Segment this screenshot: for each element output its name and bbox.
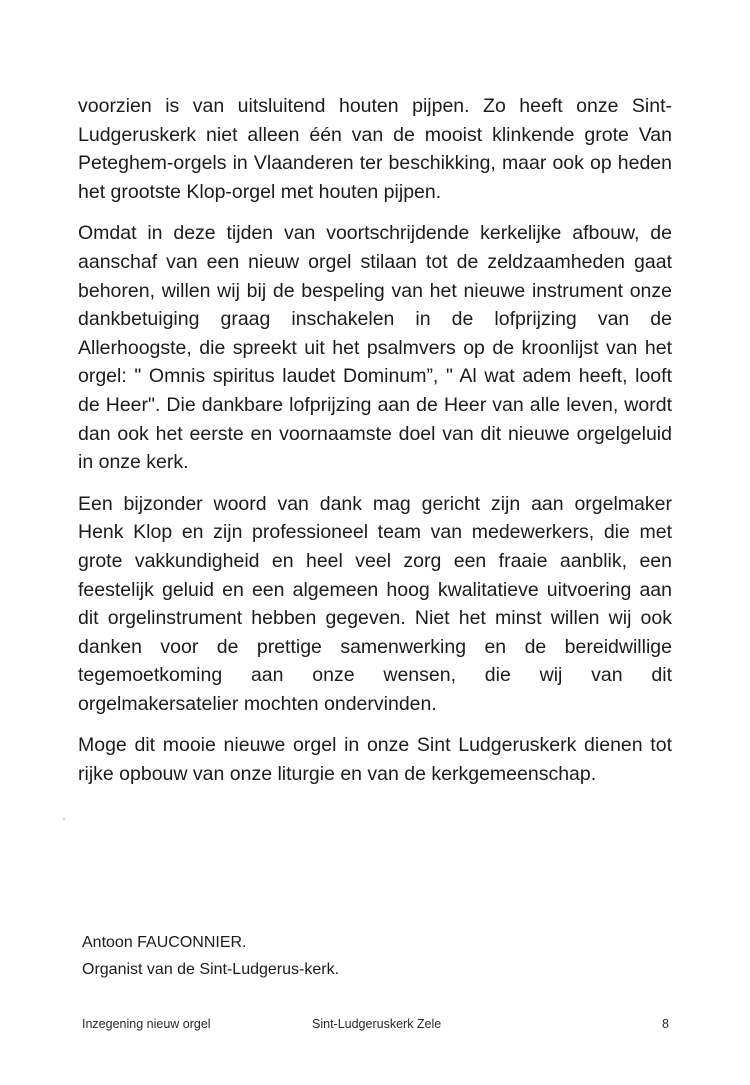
body-text bbox=[78, 92, 672, 802]
scan-speck bbox=[63, 818, 65, 820]
page-footer bbox=[0, 1017, 750, 1037]
page-number: 8 bbox=[662, 1017, 669, 1031]
signature-block bbox=[82, 929, 582, 983]
signature-name: Antoon FAUCONNIER. bbox=[82, 934, 247, 951]
footer-left-text: Inzegening nieuw orgel bbox=[82, 1017, 211, 1031]
paragraph: Moge dit mooie nieuwe orgel in onze Sint Ludgeruskerk dienen tot rijke opbouw van onze liturgie en van de kerkgemeenschap. bbox=[78, 734, 672, 786]
paragraph: Omdat in deze tijden van voortschrijdende kerkelijke afbouw, de aanschaf van een nieuw orgel stilaan tot de zeldzaamheden gaat behoren, willen wij bij de bespeling van het nieuwe instrument onze dankbetuiging graag inschakelen in de lofprijzing van de Allerhoogste, die spreekt uit het psalmvers op de kroonlijst van het orgel: " Omnis spiritus laudet Dominum”, " Al wat adem heeft, looft de Heer". Die dankbare lofprijzing aan de Heer van alle leven, wordt dan ook het eerste en voornaamste doel van dit nieuwe orgelgeluid in onze kerk. bbox=[78, 222, 672, 474]
signature-role: Organist van de Sint-Ludgerus-kerk. bbox=[82, 961, 340, 978]
paragraph: Een bijzonder woord van dank mag gericht zijn aan orgelmaker Henk Klop en zijn professioneel team van medewerkers, die met grote vakkundigheid en heel veel zorg een fraaie aanblik, een feestelijk geluid en een algemeen hoog kwalitatieve uitvoering aan dit orgelinstrument hebben gegeven. Niet het minst willen wij ook danken voor de prettige samenwerking en de bereidwillige tegemoetkoming aan onze wensen, die wij van dit orgelmakersatelier mochten ondervinden. bbox=[78, 492, 672, 715]
footer-center-text: Sint-Ludgeruskerk Zele bbox=[312, 1017, 442, 1031]
paragraph: voorzien is van uitsluitend houten pijpen. Zo heeft onze Sint-Ludgeruskerk niet alleen één van de mooist klinkende grote Van Peteghem-orgels in Vlaanderen ter beschikking, maar ook op heden het grootste Klop-orgel met houten pijpen. bbox=[78, 95, 672, 203]
